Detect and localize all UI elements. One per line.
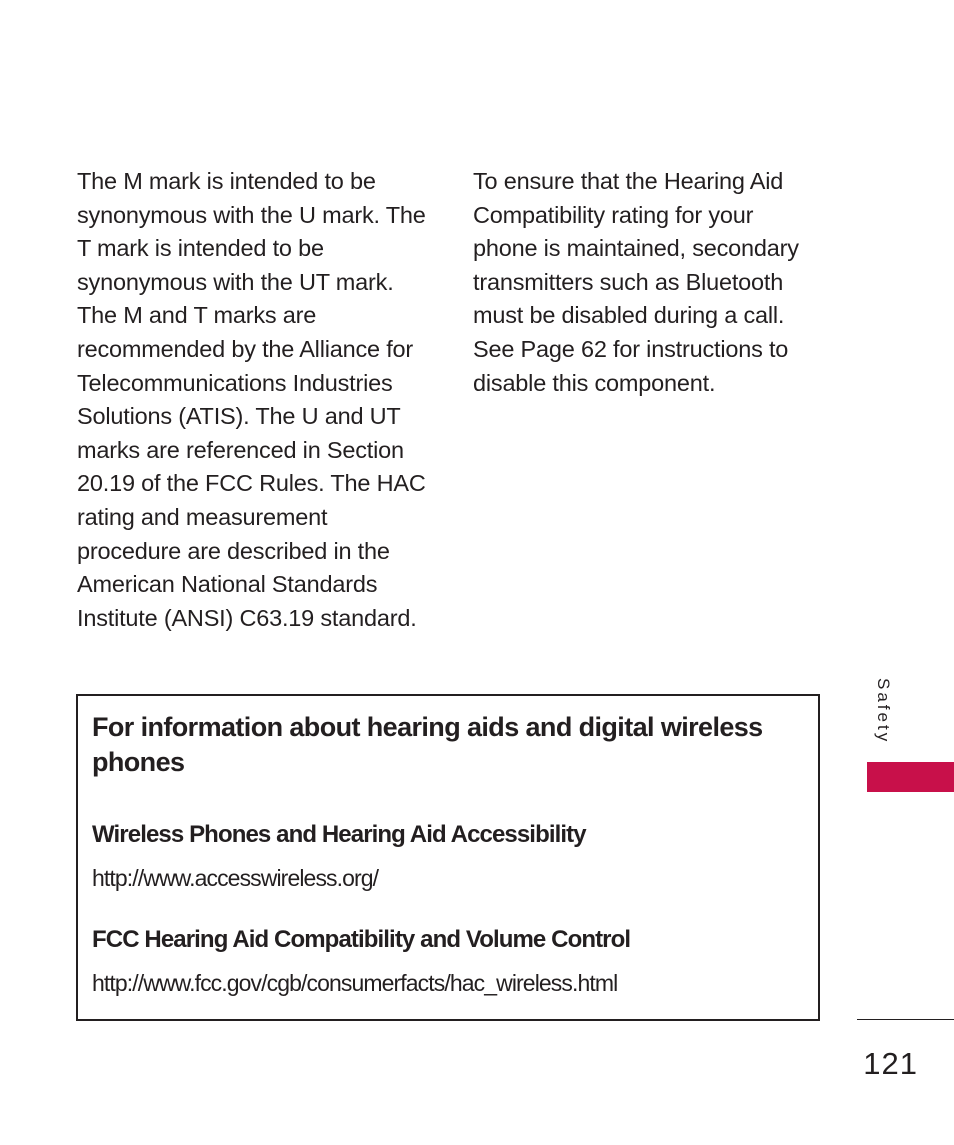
hearing-aid-info-box [76, 694, 820, 1021]
body-text-left-column: The M mark is intended to be synonymous with the U mark. The T mark is intended to be synonymous with the UT mark. The M and T marks are recommended by the Alliance for Telecommunications Industries Solutions (ATIS). The U and UT marks are referenced in Section 20.19 of the FCC Rules. The HAC rating and measurement procedure are described in the American National Standards Institute (ANSI) C63.19 standard. [77, 168, 426, 631]
resource-heading-access-wireless: Wireless Phones and Hearing Aid Accessibility [92, 821, 586, 848]
body-text-right-column: To ensure that the Hearing Aid Compatibility rating for your phone is maintained, secondary transmitters such as Bluetooth must be disabled during a call. See Page 62 for instructions to disable this component. [473, 168, 799, 396]
section-tab-label: Safety [874, 678, 893, 745]
page-number-rule [857, 1019, 954, 1020]
info-box-title: For information about hearing aids and digital wireless phones [92, 712, 763, 777]
resource-url-fcc-hac: http://www.fcc.gov/cgb/consumerfacts/hac_wireless.html [92, 970, 618, 996]
page-number: 121 [863, 1046, 918, 1081]
resource-url-access-wireless: http://www.accesswireless.org/ [92, 865, 379, 891]
resource-heading-fcc-hac: FCC Hearing Aid Compatibility and Volume Control [92, 926, 631, 953]
section-tab-marker [867, 762, 954, 792]
